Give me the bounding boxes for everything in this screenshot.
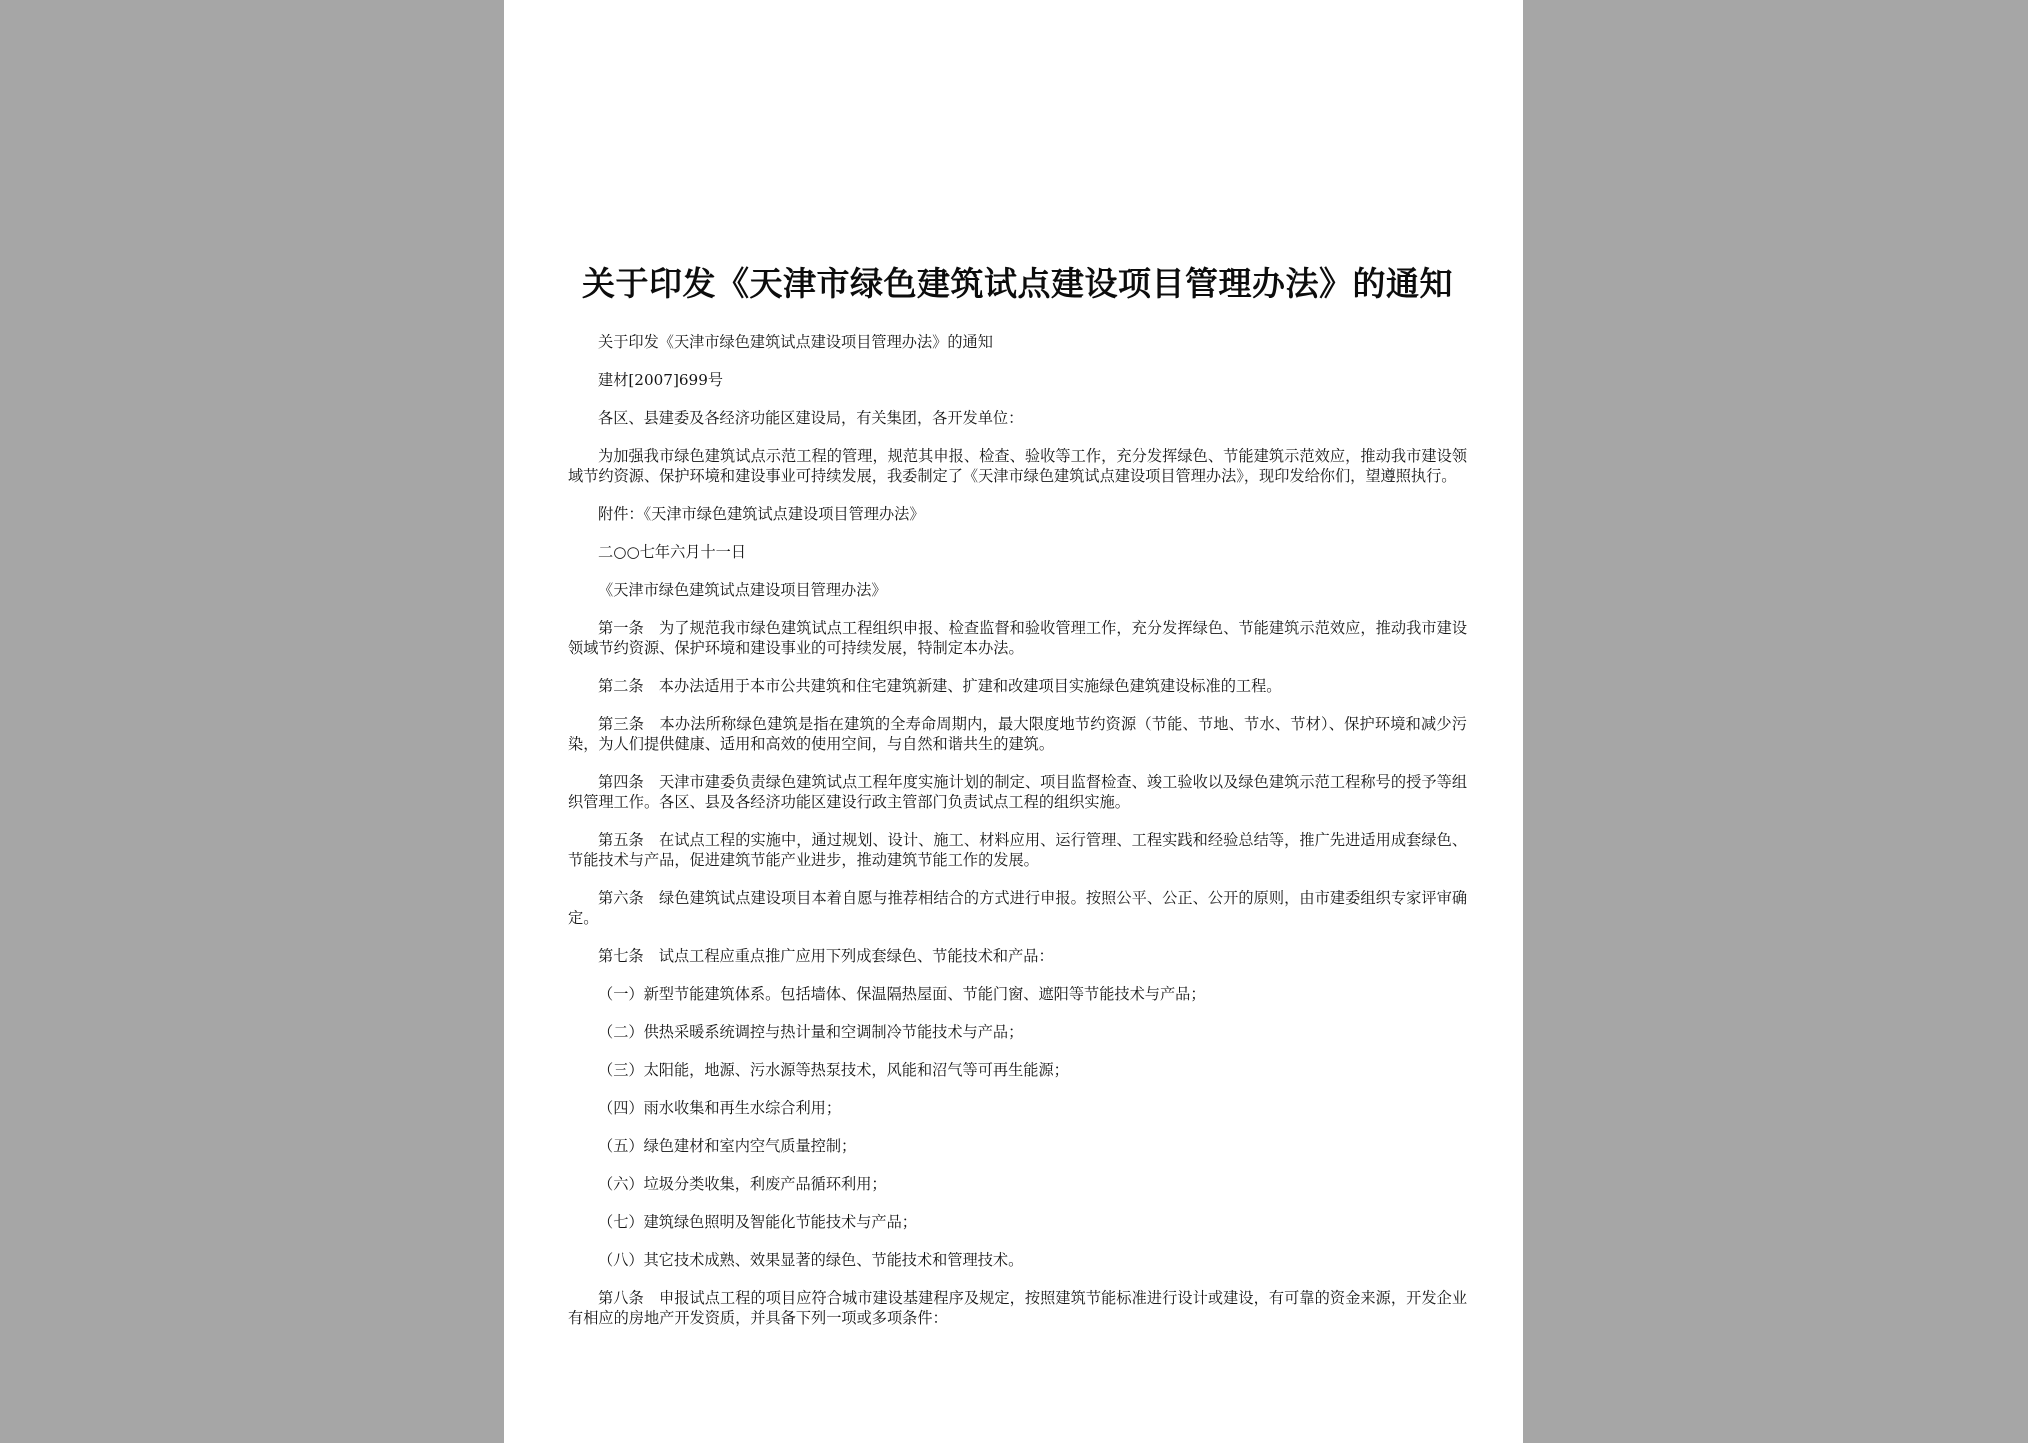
doc-number: 建材[2007]699号 [598,371,724,389]
doc-header-line: 关于印发《天津市绿色建筑试点建设项目管理办法》的通知 [598,333,993,351]
list-item: （六）垃圾分类收集，利废产品循环利用； [598,1175,887,1193]
list-item: （七）建筑绿色照明及智能化节能技术与产品； [598,1213,917,1231]
doc-attachment: 附件：《天津市绿色建筑试点建设项目管理办法》 [598,505,925,523]
article-6: 第六条 绿色建筑试点建设项目本着自愿与推荐相结合的方式进行申报。按照公平、公正、公开的原则，由市建委组织专家评审确定。 [568,889,1467,927]
article-3: 第三条 本办法所称绿色建筑是指在建筑的全寿命周期内，最大限度地节约资源（节能、节地、节水、节材）、保护环境和减少污染，为人们提供健康、适用和高效的使用空间，与自然和谐共生的建筑。 [568,715,1467,753]
document-title: 关于印发《天津市绿色建筑试点建设项目管理办法》的通知 [582,264,1453,303]
doc-date: 二○○七年六月十一日 [598,543,747,561]
list-item: （五）绿色建材和室内空气质量控制； [598,1137,857,1155]
list-item: （二）供热采暖系统调控与热计量和空调制冷节能技术与产品； [598,1023,1024,1041]
article-4: 第四条 天津市建委负责绿色建筑试点工程年度实施计划的制定、项目监督检查、竣工验收以及绿色建筑示范工程称号的授予等组织管理工作。各区、县及各经济功能区建设行政主管部门负责试点工程的组织实施。 [568,773,1467,811]
document-page [504,0,1523,1443]
regulation-title: 《天津市绿色建筑试点建设项目管理办法》 [598,581,887,599]
article-7: 第七条 试点工程应重点推广应用下列成套绿色、节能技术和产品： [598,947,1054,965]
article-1: 第一条 为了规范我市绿色建筑试点工程组织申报、检查监督和验收管理工作，充分发挥绿色、节能建筑示范效应，推动我市建设领域节约资源、保护环境和建设事业的可持续发展，特制定本办法。 [568,619,1467,657]
list-item: （八）其它技术成熟、效果显著的绿色、节能技术和管理技术。 [598,1251,1024,1269]
article-2: 第二条 本办法适用于本市公共建筑和住宅建筑新建、扩建和改建项目实施绿色建筑建设标准的工程。 [598,677,1282,695]
doc-recipients: 各区、县建委及各经济功能区建设局，有关集团，各开发单位： [598,409,1024,427]
list-item: （一）新型节能建筑体系。包括墙体、保温隔热屋面、节能门窗、遮阳等节能技术与产品； [598,985,1206,1003]
list-item: （三）太阳能，地源、污水源等热泵技术，风能和沼气等可再生能源； [598,1061,1069,1079]
article-5: 第五条 在试点工程的实施中，通过规划、设计、施工、材料应用、运行管理、工程实践和经验总结等，推广先进适用成套绿色、节能技术与产品，促进建筑节能产业进步，推动建筑节能工作的发展。 [568,831,1467,869]
list-item: （四）雨水收集和再生水综合利用； [598,1099,841,1117]
article-8: 第八条 申报试点工程的项目应符合城市建设基建程序及规定，按照建筑节能标准进行设计或建设，有可靠的资金来源，开发企业有相应的房地产开发资质，并具备下列一项或多项条件： [568,1289,1467,1327]
doc-body-intro: 为加强我市绿色建筑试点示范工程的管理，规范其申报、检查、验收等工作，充分发挥绿色、节能建筑示范效应，推动我市建设领域节约资源、保护环境和建设事业可持续发展，我委制定了《天津市绿色建筑试点建设项目管理办法》，现印发给你们，望遵照执行。 [568,447,1467,485]
